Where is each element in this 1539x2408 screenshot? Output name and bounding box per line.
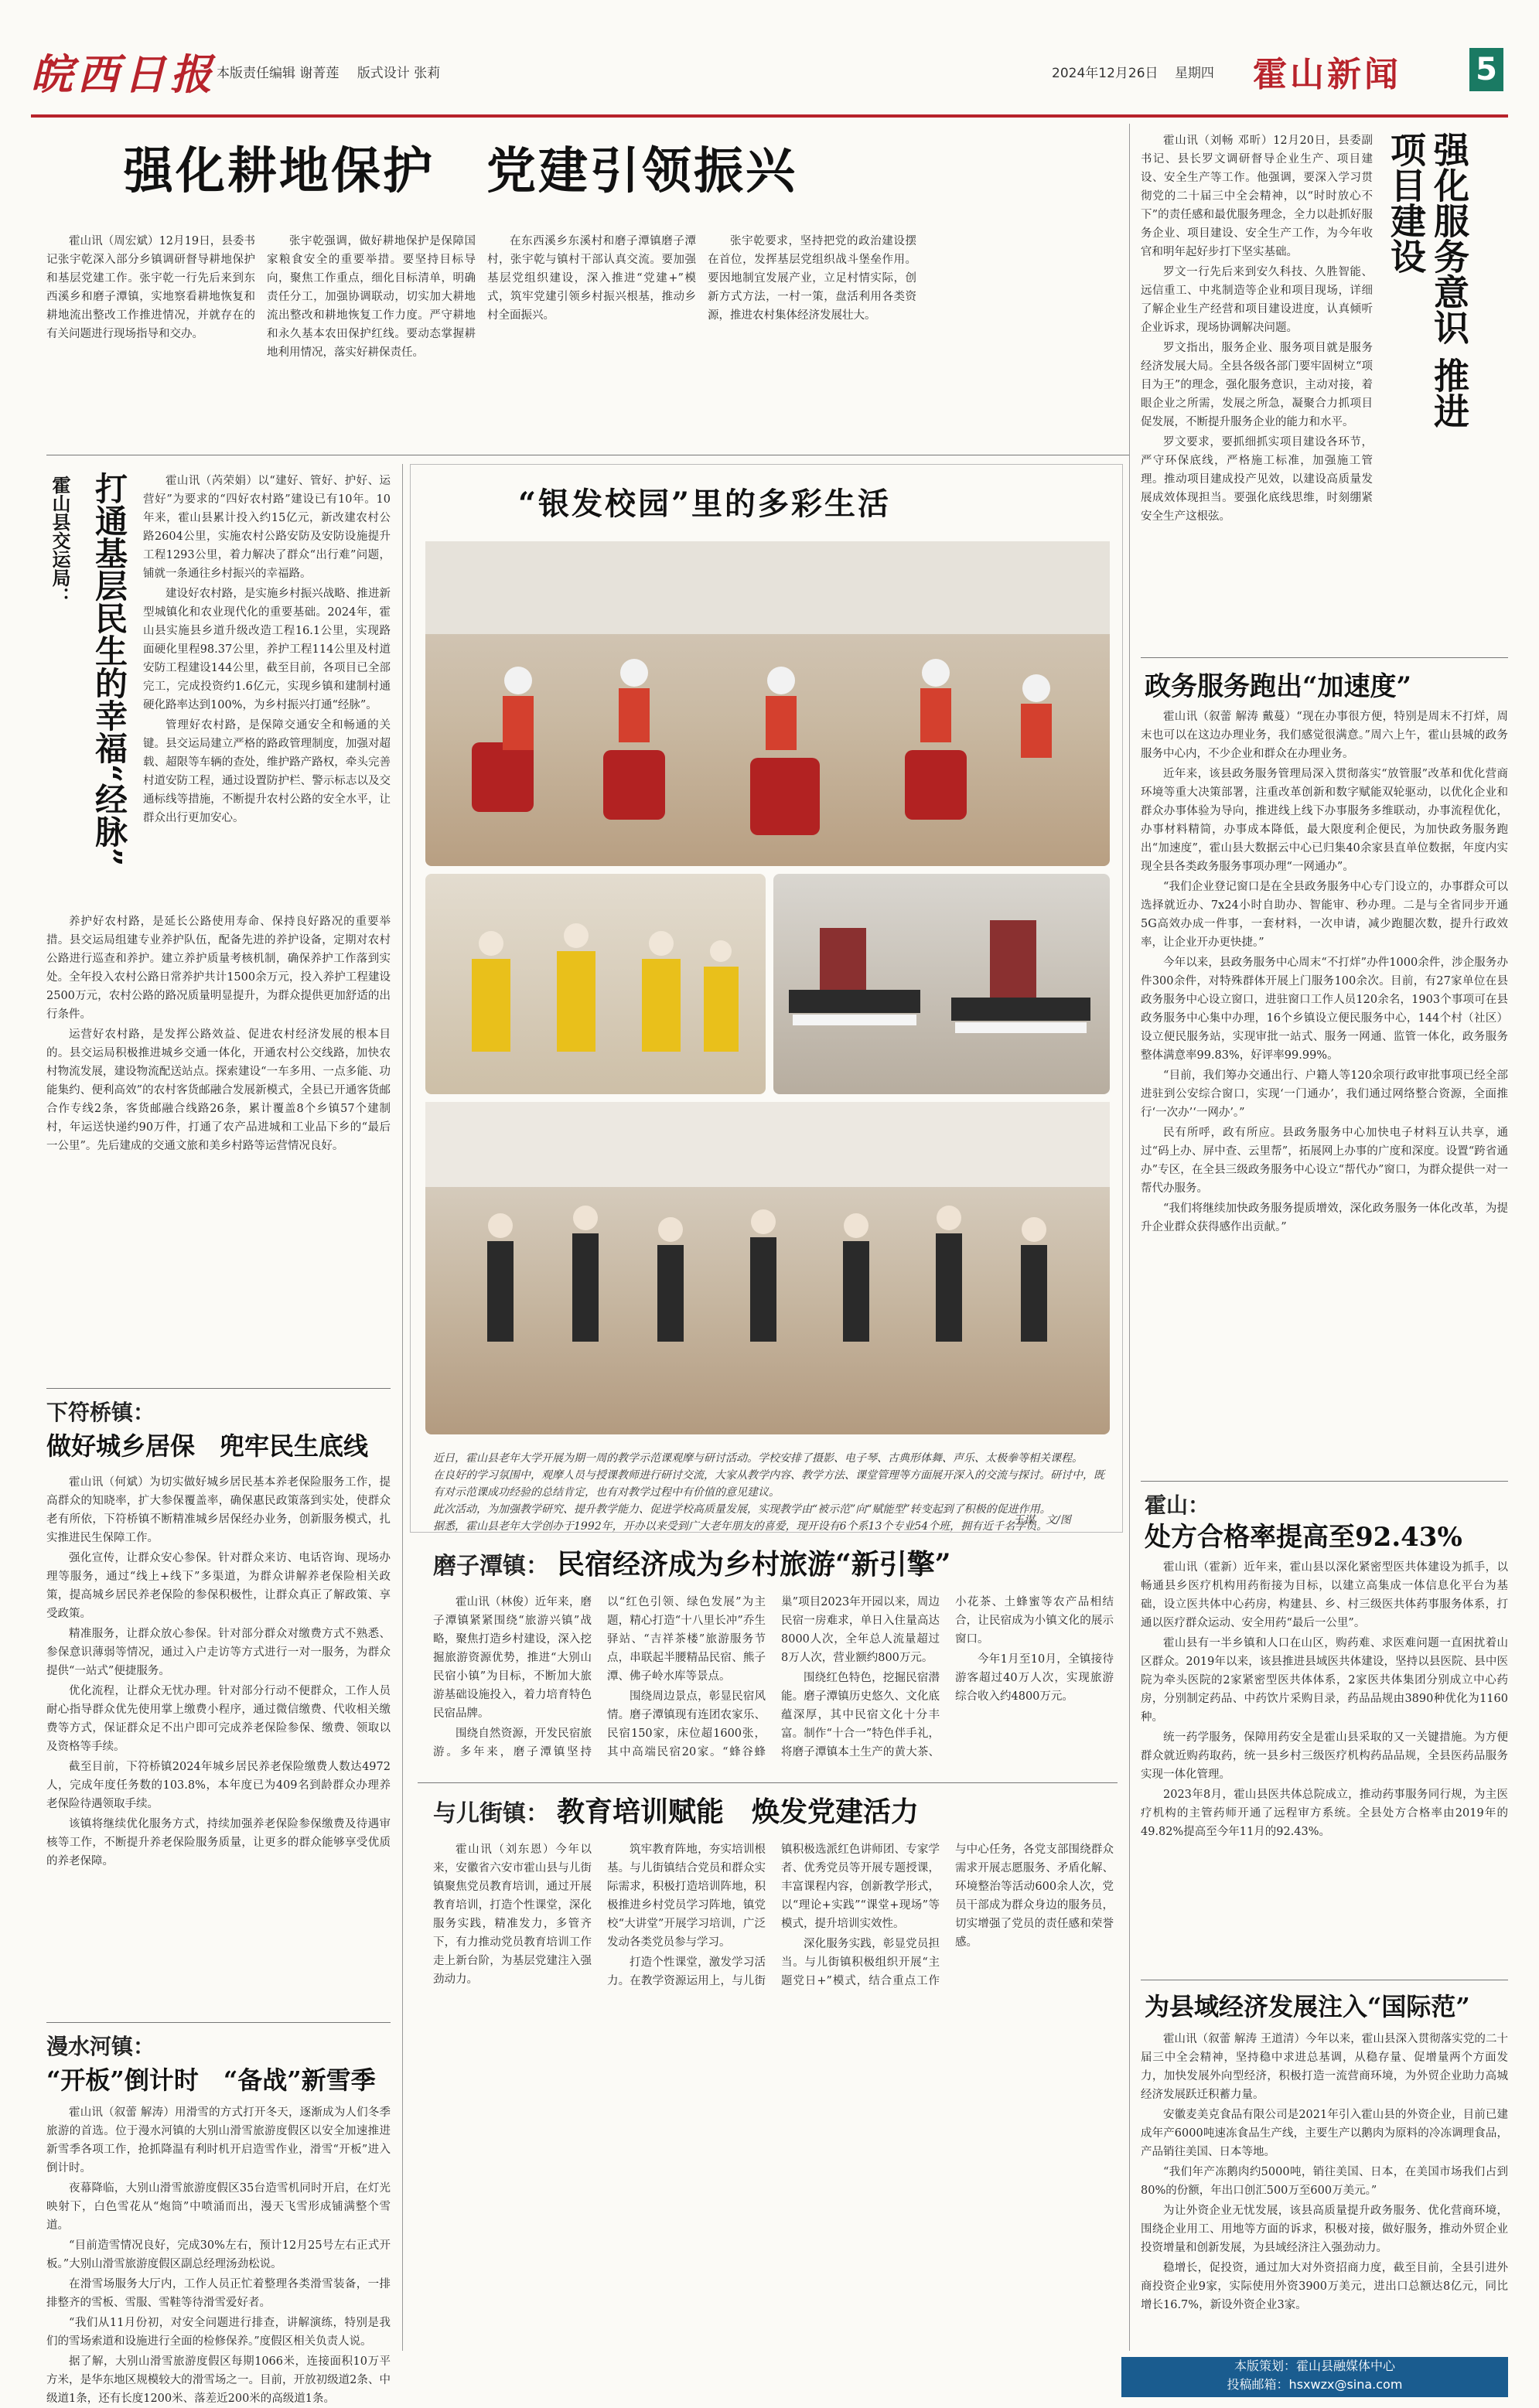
education-kicker: 与儿街镇： (433, 1800, 549, 1827)
weekday: 星期四 (1174, 66, 1214, 81)
photo-caption (433, 1450, 1106, 1535)
editor-credits (217, 62, 454, 81)
xiafuqiao-headline: 做好城乡居保 兜牢民生底线 (46, 1431, 369, 1461)
feature-para: 罗文指出，服务企业、服务项目就是服务经济发展大局。全县各级各部门要牢固树立“项目为王”的理念，强化服务意识，主动对接，着眼企业之所需，发展之所急，凝聚合力抓项目促发展，不断提升服务企业的能力和水平。 (1141, 342, 1373, 428)
service-para: 民有所呼，政有所应。县政务服务中心加快电子材料互认共享，通过“码上办、屏中查、云里帮”，拓展网上办事的广度和深度。设置“跨省通办”专区，在全县三级政务服务中心设立“帮代办”窗口，为群众提供一对一帮代办服务。 (1141, 1127, 1508, 1195)
manshuihe-divider (46, 2022, 391, 2023)
photo-drum-class (425, 541, 1110, 866)
xiafuqiao-para: 优化流程，让群众无忧办理。针对部分行动不便群众，工作人员耐心指导群众优先使用掌上缴费小程序，通过微信缴费、代收相关缴费等方式，保证群众足不出户即可完成养老保险参保、缴费、领取以及资格等手续。 (46, 1685, 391, 1753)
lead-col-4 (708, 232, 916, 449)
service-headline: 政务服务跑出“加速度” (1145, 671, 1412, 702)
lead-headline: 强化耕地保护 党建引领振兴 (124, 142, 797, 200)
designer-credit: 版式设计 张莉 (357, 66, 441, 81)
caption-line: 据悉，霍山县老年大学创办于1992年，开办以来受到广大老年朋友的喜爱，现开设有6个系13个专业54个班，拥有近千名学员。 (433, 1520, 1048, 1533)
footer-box (1121, 2357, 1508, 2397)
minsu-para: 今年1月至10月，全镇接待游客超过40万人次，实现旅游综合收入约4800万元。 (955, 1653, 1114, 1703)
huoshan-para: 霍山县有一半乡镇和人口在山区，购药难、求医难问题一直困扰着山区群众。2019年以来，该县推进县域医共体建设，坚持以县医院、县中医院为牵头医院的2家紧密型医共体体系，2家医共体集团分别成立中心药房，分别制定药品、中药饮片采购目录，药品品规由3890种优化为1160种。 (1141, 1637, 1508, 1724)
service-para: 霍山讯（叙蕾 解涛 戴蔓）“现在办事很方便，特别是周末不打烊，周末也可以在这边办理业务，我们感觉很满意。”周六上午，霍山县城的政务服务中心内，不少企业和群众在办理业务。 (1141, 711, 1508, 760)
feature-right-body (1141, 131, 1373, 650)
service-para: “目前，我们筹办交通出行、户籍人等120余项行政审批事项已经全部进驻到公安综合窗口，实现‘一门通办’，我们通过网络整合资源，全面推行‘一次办’‘一网办’。” (1141, 1069, 1508, 1119)
roads-para: 霍山讯（芮荣娟）以“建好、管好、护好、运营好”为要求的“四好农村路”建设已有10年。10年来，霍山县累计投入约15亿元，新改建农村公路2604公里，实施农村公路安防及安防设施提升工程1293公里，着力解决了群众“出行难”问题，铺就一条通往乡村振兴的幸福路。 (143, 475, 391, 580)
minsu-headline: 民宿经济成为乡村旅游“新引擎” (557, 1548, 951, 1581)
huoshan-para: 2023年8月，霍山县医共体总院成立，推动药事服务同行规，为主医疗机构的主管药师开通了远程审方系统。全县处方合格率由2019年的49.82%提高至今年11月的92.43%。 (1141, 1789, 1508, 1838)
xiafuqiao-kicker: 下符桥镇： (46, 1400, 155, 1425)
education-para: 深化服务实践，彰显党员担当。与儿街镇积极组织开展“主题党日+”模式，结合重点工作与中心任务，各党支部围绕群众需求开展志愿服务、矛盾化解、环境整治等活动600余人次，党员干部成为群众身边的服务员，切实增强了党员的责任感和荣誉感。 (781, 1844, 1114, 1987)
lead-col-2 (267, 232, 476, 449)
manshuihe-para: 据了解，大别山滑雪旅游度假区每期1066米，连接面积10万平方米，是华东地区规模较大的滑雪场之一。目前，开放初级道2条、中级道1条，还有长度1200米、落差近200米的高级道1条。 (46, 2355, 391, 2405)
lead-para: 张宇乾强调，做好耕地保护是保障国家粮食安全的重要举措。要坚持目标导向，聚焦工作重点，细化目标清单，明确责任分工，加强协调联动，切实加大耕地流出整改和耕地恢复工作力度。严守耕地和永久基本农田保护红线。要动态掌握耕地利用情况，落实好耕保责任。 (267, 235, 476, 359)
huoshan-kicker: 霍山： (1145, 1492, 1210, 1518)
lead-para: 张宇乾要求，坚持把党的政治建设摆在首位，发挥基层党组织战斗堡垒作用。要因地制宜发展产业，立足村情实际，创新方式方法，一村一策，盘活利用各类资源，推进农村集体经济发展壮大。 (708, 235, 916, 322)
service-para: 近年来，该县政务服务管理局深入贯彻落实“放管服”改革和优化营商环境等重大决策部署，注重改革创新和数字赋能双轮驱动，以优化企业和群众办事体验为导向，推进线上线下办事服务多维联动，办事流程优化，办事材料精简，办事成本降低，最大限度利企便民，为加快政务服务跑出“加速度”，霍山县大数据云中心已归集40余家县直单位数据，年度内实现全县各类政务服务事项办理“一网通办”。 (1141, 768, 1508, 873)
caption-line: 此次活动，为加强教学研究、提升教学能力、促进学校高质量发展，实现教学由“被示范”向“赋能型”转变起到了积极的促进作用。 (433, 1503, 1051, 1516)
huoshan-divider (1141, 1481, 1508, 1482)
feature-para: 罗文要求，要抓细抓实项目建设各环节，严守环保底线，严格施工标准，加强施工管理。推动项目建成投产见效，以建设高质量发展成效体现担当。要强化底线思维，时刻绷紧安全生产这根弦。 (1141, 436, 1373, 523)
service-para: “我们将继续加快政务服务提质增效，深化政务服务一体化改革，为提升企业群众获得感作出贡献。” (1141, 1202, 1508, 1233)
xiafuqiao-divider (46, 1388, 391, 1389)
minsu-kicker: 磨子潭镇： (433, 1553, 549, 1580)
service-para: 今年以来，县政务服务中心周末“不打烊”办件1000余件，涉企服务办件300余件，对特殊群体开展上门服务100余次。目前，有27家单位在县政务服务中心设立窗口，进驻窗口工作人员120余名，1903个事项可在县政务服务中心集中办理，16个乡镇设立便民服务中心，144个村（社区）设立便民服务站，实现审批一站式、服务一网通、监管一体化，政务服务整体满意率99.83%，好评率99.99%。 (1141, 957, 1508, 1062)
service-divider (1141, 657, 1508, 658)
education-para: 打造个性课堂，激发学习活力。在教学资源运用上，与儿街镇积极选派红色讲师团、专家学者、优秀党员等开展专题授课，丰富课程内容，创新教学形式，以“理论+实践”“课堂+现场”等模式，提升培训实效性。 (607, 1844, 940, 1987)
issue-date (1052, 62, 1227, 81)
keyboard-illustration (773, 874, 1110, 1094)
huoshan-para: 霍山讯（霍新）近年来，霍山县以深化紧密型医共体建设为抓手，以畅通县乡医疗机构用药衔接为目标，以建立高集成一体信息化平台为基础，设立医共体中心药房，构建县、乡、村三级医共体药事服务体系，打通以医疗群众运动、安全用药“最后一公里”。 (1141, 1561, 1508, 1629)
caption-line: 在良好的学习氛围中，观摩人员与授课教师进行研讨交流，大家从教学内容、教学方法、课堂管理等方面展开深入的交流与探讨。研讨中，既有对示范课成功经验的总结肯定，也有对教学过程中有价值的意见建议。 (433, 1469, 1104, 1499)
education-para: 霍山讯（刘东恩）今年以来，安徽省六安市霍山县与儿街镇聚焦党员教育培训，通过开展教育培训，打造个性课堂，深化服务实践，精准发力，多管齐下，有力推动党员教育培训工作走上新台阶，为基层党建注入强劲动力。 (433, 1844, 592, 1986)
minsu-divider (418, 1782, 1118, 1783)
xiafuqiao-para: 强化宣传，让群众安心参保。针对群众来访、电话咨询、现场办理等服务，通过“线上+线下”多渠道，为群众讲解养老保险相关政策，提高城乡居民养老保险的参保积极性，让群众真正了解政策、享受政策。 (46, 1552, 391, 1620)
manshuihe-para: “我们从11月份初，对安全问题进行排查，讲解演练，特别是我们的雪场索道和设施进行全面的检修保养。”度假区相关负责人说。 (46, 2317, 391, 2348)
photo-dance-class (425, 1102, 1110, 1434)
roads-kicker: 霍山县交运局： (49, 476, 71, 605)
education-body (433, 1840, 1114, 2382)
taichi-illustration (425, 874, 766, 1094)
economy-body (1141, 2030, 1508, 2351)
manshuihe-para: 在滑雪场服务大厅内，工作人员正忙着整理各类滑雪装备，一排排整齐的雪板、雪服、雪鞋等待滑雪爱好者。 (46, 2278, 391, 2309)
huoshan-para: 统一药学服务，保障用药安全是霍山县采取的又一关键措施。为方便群众就近购药取药，统一县乡村三级医疗机构药品品规，全县医药品服务实现一体化管理。 (1141, 1731, 1508, 1781)
xiafuqiao-para: 精准服务，让群众放心参保。针对部分群众对缴费方式不熟悉、参保意识薄弱等情况，通过入户走访等方式进行一对一服务，为群众提供“一站式”便捷服务。 (46, 1628, 391, 1677)
masthead-rule (31, 114, 1508, 118)
minsu-para: 围绕自然资源，开发民宿旅游。多年来，磨子潭镇坚持以“红色引领、绿色发展”为主题，精心打造“十八里长冲”乔生驿站、“吉祥茶楼”旅游服务节点，串联起半腰精品民宿、熊子潭、佛子岭水库等景点。 (433, 1596, 766, 1758)
manshuihe-kicker: 漫水河镇： (46, 2034, 155, 2059)
huoshan-headline: 处方合格率提高至92.43% (1145, 1522, 1462, 1553)
huoshan-body (1141, 1558, 1508, 1968)
economy-headline: 为县域经济发展注入“国际范” (1145, 1992, 1470, 2021)
roads-para: 养护好农村路，是延长公路使用寿命、保持良好路况的重要举措。县交运局组建专业养护队伍，配备先进的养护设备，定期对农村公路进行巡查和养护。建立养护质量考核机制，确保养护工作落到实处。全年投入农村公路日常养护共计1500余万元，投入养护工程建设2500万元，农村公路的路况质量明显提升，为群众提供更加舒适的出行条件。 (46, 916, 391, 1021)
xiafuqiao-para: 霍山讯（何斌）为切实做好城乡居民基本养老保险服务工作，提高群众的知晓率，扩大参保覆盖率，确保惠民政策落到实处，使群众老有所依，下符桥镇不断精准城乡居保经办业务，创新服务模式，扎实推进民生保障工作。 (46, 1476, 391, 1544)
manshuihe-headline: “开板”倒计时 “备战”新雪季 (46, 2065, 376, 2095)
roads-para: 建设好农村路，是实施乡村振兴战略、推进新型城镇化和农业现代化的重要基础。2024年，霍山县实施县乡道升级改造工程16.1公里，实现路面硬化里程98.37公里，养护工程114公里及村道安防工程建设144公里，截至目前，各项目已全部完工，完成投资约1.6亿元，实现乡镇和建制村通硬化路率达到100%，为乡村振兴打通“经脉”。 (143, 588, 391, 711)
masthead (31, 42, 1508, 116)
economy-para: 安徽麦美克食品有限公司是2021年引入霍山县的外资企业，目前已建成年产6000吨速冻食品生产线，主要生产以鹅肉为原料的冷冻调理食品，产品销往美国、日本等地。 (1141, 2109, 1508, 2158)
manshuihe-body (46, 2103, 391, 2405)
left-column-rule (402, 464, 403, 2351)
economy-para: 为让外资企业无忧发展，该县高质量提升政务服务、优化营商环境，围绕企业用工、用地等方面的诉求，积极对接，做好服务，推动外贸企业投资增量和创新发展，为县域经济注入强劲动力。 (1141, 2205, 1508, 2254)
lead-para: 在东西溪乡东溪村和磨子潭镇磨子潭村，张宇乾与镇村干部认真交流。要加强基层党组织建设，深入推进“党建+”模式，筑牢党建引领乡村振兴根基，推动乡村全面振兴。 (487, 235, 696, 322)
photo-byline: 王谋 文/图 (1013, 1514, 1071, 1526)
roads-para: 运营好农村路，是发挥公路效益、促进农村经济发展的根本目的。县交运局积极推进城乡交通一体化，开通农村公交线路，加快农村物流发展，建设物流配送站点。探索建设“一车多用、一点多能、功能集约、便利高效”的农村客货邮融合发展新模式，全县已开通客货邮合作专线2条，客货邮融合线路26条，累计覆盖8个乡镇57个建制村，年运送快递约90万件，打通了农产品进城和工业品下乡的“最后一公里”。先后建成的交通文旅和美乡村路等运营情况良好。 (46, 1028, 391, 1152)
editor-credit: 本版责任编辑 谢菁莲 (217, 66, 340, 81)
economy-para: “我们年产冻鹅肉约5000吨，销往美国、日本，在美国市场我们占到80%的份额，年出口创汇500万至600万美元。” (1141, 2166, 1508, 2197)
right-column-rule (1129, 124, 1130, 2351)
footer-planner: 本版策划：霍山县融媒体中心 (1234, 2359, 1395, 2373)
newspaper-logo: 皖西日报 (31, 49, 217, 99)
roads-headline: 打通基层民生的幸福“经脉” (90, 472, 128, 867)
photo-keyboard-class (773, 874, 1110, 1094)
minsu-para: 霍山讯（林俊）近年来，磨子潭镇紧紧围绕“旅游兴镇”战略，聚焦打造乡村建设，深入挖掘旅游资源优势，推进“大别山民宿小镇”为目标，不断加大旅游基础设施投入，着力培育特色民宿品牌。 (433, 1596, 592, 1720)
roads-col-1 (143, 472, 391, 905)
roads-para: 管理好农村路，是保障交通安全和畅通的关键。县交运局建立严格的路政管理制度，加强对超载、超限等车辆的查处，维护路产路权，牵头完善村道安防工程，通过设置防护栏、警示标志以及交通标线等措施，不断提升农村公路的安全水平，让群众出行更加安心。 (143, 719, 391, 824)
feature-para: 霍山讯（刘畅 邓昕）12月20日，县委副书记、县长罗文调研督导企业生产、项目建设、安全生产等工作。他强调，要深入学习贯彻党的二十届三中全会精神，以“时时放心不下”的责任感和最优服务理念，全力以赴抓好服务企业、项目建设、安全生产工作，为今年收官和明年起好步打下坚实基础。 (1141, 135, 1373, 258)
roads-col-2 (46, 912, 391, 1376)
section-title: 霍山新闻 (1253, 55, 1401, 94)
photo-story-headline: “银发校园”里的多彩生活 (518, 486, 892, 522)
dance-illustration (425, 1102, 1110, 1434)
lead-col-3 (487, 232, 696, 449)
drum-class-illustration (425, 541, 1110, 866)
education-para: 筑牢教育阵地，夯实培训根基。与儿街镇结合党员和群众实际需求，积极打造培训阵地，积极推进乡村党员学习阵地，镇党校“大讲堂”开展学习培训，广泛发动各类党员参与学习。 (607, 1844, 766, 1949)
minsu-body (433, 1593, 1114, 1779)
footer-email: 投稿邮箱：hsxwzx@sina.com (1227, 2377, 1403, 2392)
page-number: 5 (1469, 48, 1503, 91)
manshuihe-para: 霍山讯（叙蕾 解涛）用滑雪的方式打开冬天，逐渐成为人们冬季旅游的首选。位于漫水河镇的大别山滑雪旅游度假区以安全加速推进新雪季各项工作，抢抓降温有利时机开启造雪作业，滑雪“开板”进入倒计时。 (46, 2106, 391, 2174)
service-body (1141, 708, 1508, 1473)
photo-taichi-class (425, 874, 766, 1094)
education-headline: 教育培训赋能 焕发党建活力 (557, 1796, 920, 1828)
feature-right-headline: 强化服务意识 推进项目建设 (1385, 131, 1470, 429)
caption-line: 近日，霍山县老年大学开展为期一周的教学示范课观摩与研讨活动。学校安排了摄影、电子琴、古典形体舞、声乐、太极拳等相关课程。 (433, 1452, 1083, 1465)
service-para: “我们企业登记窗口是在全县政务服务中心专门设立的，办事群众可以选择就近办、7x24小时自助办、智能审、秒办理。二是与全省同步开通5G高效办成一件事，一套材料，一次申请，减少跑腿次数，提升行政效率，让企业开办更快捷。” (1141, 881, 1508, 949)
xiafuqiao-body (46, 1473, 391, 2018)
lead-para: 霍山讯（周宏斌）12月19日，县委书记张宇乾深入部分乡镇调研督导耕地保护和基层党建工作。张宇乾一行先后来到东西溪乡和磨子潭镇，实地察看耕地恢复和耕地流出整改工作推进情况，并就存在的有关问题进行现场指导和交办。 (46, 235, 255, 340)
economy-para: 稳增长，促投资，通过加大对外资招商力度，截至目前，全县引进外商投资企业9家，实际使用外资3900万美元，进出口总额达8亿元，同比增长16.7%，新设外资企业3家。 (1141, 2262, 1508, 2311)
minsu-para: 围绕周边景点，彰显民宿风情。磨子潭镇现有连团农家乐、民宿150家，床位超1600张，其中高端民宿20家。“蜂谷蜂巢”项目2023年开园以来，周边民宿一房难求，单日入住量高达8000人次，全年总人流量超过8万人次，营业额约800万元。 (607, 1596, 940, 1758)
date: 2024年12月26日 (1052, 66, 1159, 81)
manshuihe-para: “目前造雪情况良好，完成30%左右，预计12月25号左右正式开板。”大别山滑雪旅游度假区副总经理汤劲松说。 (46, 2239, 391, 2270)
lead-col-1 (46, 232, 255, 449)
xiafuqiao-para: 截至目前，下符桥镇2024年城乡居民养老保险缴费人数达4972人，完成年度任务数的103.8%，本年度已为409名到龄群众办理养老保险待遇领取手续。 (46, 1761, 391, 1810)
economy-para: 霍山讯（叙蕾 解涛 王道清）今年以来，霍山县深入贯彻落实党的二十届三中全会精神，坚持稳中求进总基调，从稳存量、促增量两个方面发力，加快发展外向型经济，积极打造一流营商环境，为外贸企业助力高城经济发展跃迁积蓄力量。 (1141, 2033, 1508, 2101)
xiafuqiao-para: 该镇将继续优化服务方式，持续加强养老保险参保缴费及待遇审核等工作，不断提升养老保险服务质量，让更多的群众能够享受优质的养老保障。 (46, 1818, 391, 1867)
feature-para: 罗文一行先后来到安久科技、久胜智能、远信重工、中兆制造等企业和项目现场，详细了解企业生产经营和项目建设进度，认真倾听企业诉求，现场协调解决问题。 (1141, 266, 1373, 334)
minsu-para: 围绕红色特色，挖掘民宿潜能。磨子潭镇历史悠久、文化底蕴深厚，其中民宿文化十分丰富。制作“十合一”特色伴手礼，将磨子潭镇本土生产的黄大茶、小花茶、土蜂蜜等农产品相结合，让民宿成为小镇文化的展示窗口。 (781, 1596, 1114, 1758)
manshuihe-para: 夜幕降临，大别山滑雪旅游度假区35台造雪机同时开启，在灯光映射下，白色雪花从“炮筒”中喷涌而出，漫天飞雪形成铺满整个雪道。 (46, 2182, 391, 2232)
